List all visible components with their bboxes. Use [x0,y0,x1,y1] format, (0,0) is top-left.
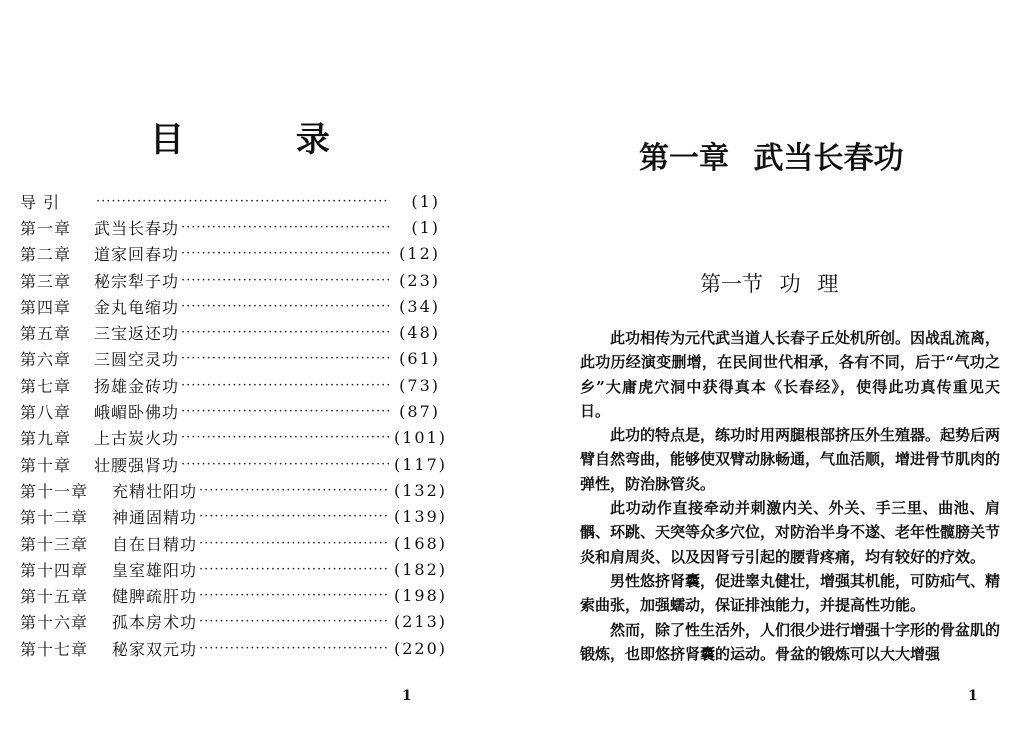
toc-chapter-name: 皇室雄阳功 [112,560,198,580]
toc-chapter-name: 道家回春功 [94,245,180,265]
toc-page-number: (1) [411,191,440,211]
toc-chapter-name: 三圆空灵功 [94,350,180,370]
toc-chapter-name: 孤本房术功 [112,613,198,633]
section-heading: 第一节 功 理 [700,272,839,296]
toc-entry[interactable] [20,214,440,240]
toc-leader [199,509,390,524]
page-number: 1 [402,688,412,704]
toc-leader [199,536,390,551]
toc-chapter-name: 神通固精功 [112,508,198,528]
toc-page-number: (61) [399,349,440,369]
toc-leader [181,246,390,261]
toc-page-number: (101) [394,428,448,448]
toc-entry[interactable] [20,530,448,556]
toc-leader [199,641,390,656]
toc-page-number: (213) [394,612,448,632]
toc-chapter-name: 三宝返还功 [94,324,180,344]
toc-leader [181,430,390,445]
toc-chapter-label: 第十三章 [20,534,89,554]
toc-page-number: (132) [394,480,448,500]
toc-entry[interactable] [20,477,448,503]
right-page [555,0,1024,730]
paragraph: 然而，除了性生活外，人们很少进行增强十字形的骨盆肌的锻炼，也即悠挤肾囊的运动。骨盆的锻炼可以大大增强 [580,620,1001,663]
toc-chapter-label: 第十七章 [20,639,89,659]
toc-chapter-name: 健脾疏肝功 [112,587,198,607]
toc-page-number: (1) [411,217,440,237]
chapter-heading: 第一章 武当长春功 [639,141,904,176]
toc-chapter-label: 第五章 [20,324,72,344]
toc-entry[interactable] [20,241,440,267]
toc-entry[interactable] [20,346,440,372]
toc-leader [181,404,390,419]
toc-entry[interactable] [20,188,440,214]
toc-page-number: (168) [394,533,448,553]
paragraph: 此功动作直接牵动并刺激内关、外关、手三里、曲池、肩髃、环跳、天突等众多穴位，对防治半身不遂、老年性髋膀关节炎和肩周炎、以及因肾亏引起的腰背疼痛，均有较好的疗效。 [580,499,1001,566]
toc-chapter-name: 金丸龟缩功 [94,297,180,317]
toc-leader [181,220,390,235]
toc-page-number: (117) [394,454,448,474]
page-number: 1 [968,688,978,704]
toc-leader [199,483,390,498]
toc-chapter-name: 秘宗犁子功 [94,271,180,291]
toc-entry[interactable] [20,556,448,582]
toc-chapter-label: 第九章 [20,429,72,449]
toc-leader [181,457,390,472]
toc-page-number: (23) [399,270,440,290]
toc-chapter-label: 第二章 [20,245,72,265]
toc-chapter-name: 扬雄金砖功 [94,376,180,396]
toc-entry[interactable] [20,635,448,661]
table-of-contents [20,188,448,661]
toc-chapter-name: 上古炭火功 [94,429,180,449]
toc-leader [181,351,390,366]
toc-entry[interactable] [20,319,440,345]
toc-chapter-label: 第十五章 [20,587,89,607]
toc-leader [199,614,390,629]
toc-leader [181,273,390,288]
left-page [0,0,470,730]
toc-chapter-label: 第十一章 [20,481,89,501]
toc-chapter-name: 秘家双元功 [112,639,198,659]
toc-chapter-label: 第十章 [20,455,72,475]
toc-page-number: (48) [399,323,440,343]
toc-page-number: (12) [399,244,440,264]
toc-entry[interactable] [20,582,448,608]
paragraph: 此功相传为元代武当道人长春子丘处机所创。因战乱流离，此功历经演变删增，在民间世代相承，各有不同，后于“气功之乡”大庸虎穴洞中获得真本《长春经》，使得此功真传重见天日。 [580,329,1001,420]
toc-page-number: (139) [394,507,448,527]
toc-chapter-label: 第十六章 [20,613,89,633]
toc-chapter-name: 峨嵋卧佛功 [94,403,180,423]
toc-leader [181,325,390,340]
toc-entry[interactable] [20,609,448,635]
toc-chapter-label: 导 引 [20,192,61,212]
toc-leader [181,299,390,314]
paragraph: 男性悠挤肾囊，促进睾丸健壮，增强其机能，可防疝气、精索曲张，加强蠕动，保证排浊能力，并提高性功能。 [580,571,1001,615]
toc-title: 目 录 [150,120,380,160]
toc-leader [96,194,390,209]
toc-chapter-name: 壮腰强肾功 [94,455,180,475]
toc-entry[interactable] [20,267,440,293]
paragraph: 此功的特点是，练功时用两腿根部挤压外生殖器。起势后两臂自然弯曲，能够使双臂动脉畅通，气血活顺，增进骨节肌肉的弹性，防治脉管炎。 [580,426,1001,493]
toc-chapter-label: 第三章 [20,271,72,291]
toc-entry[interactable] [20,372,440,398]
toc-entry[interactable] [20,425,448,451]
body-text [580,326,1000,666]
toc-chapter-label: 第四章 [20,297,72,317]
toc-chapter-label: 第十二章 [20,508,89,528]
toc-leader [199,562,390,577]
toc-chapter-label: 第七章 [20,376,72,396]
toc-entry[interactable] [20,504,448,530]
toc-chapter-name: 武当长春功 [94,218,180,238]
toc-chapter-label: 第十四章 [20,560,89,580]
toc-chapter-label: 第六章 [20,350,72,370]
toc-entry[interactable] [20,293,440,319]
toc-chapter-name: 自在日精功 [112,534,198,554]
toc-page-number: (73) [399,375,440,395]
toc-entry[interactable] [20,451,448,477]
toc-page-number: (182) [394,559,448,579]
toc-page-number: (198) [394,586,448,606]
toc-page-number: (220) [394,638,448,658]
toc-leader [181,378,390,393]
toc-chapter-name: 充精壮阳功 [112,481,198,501]
toc-page-number: (34) [399,296,440,316]
toc-chapter-label: 第一章 [20,218,72,238]
toc-chapter-label: 第八章 [20,403,72,423]
toc-leader [199,588,390,603]
toc-entry[interactable] [20,398,440,424]
toc-page-number: (87) [399,402,440,422]
